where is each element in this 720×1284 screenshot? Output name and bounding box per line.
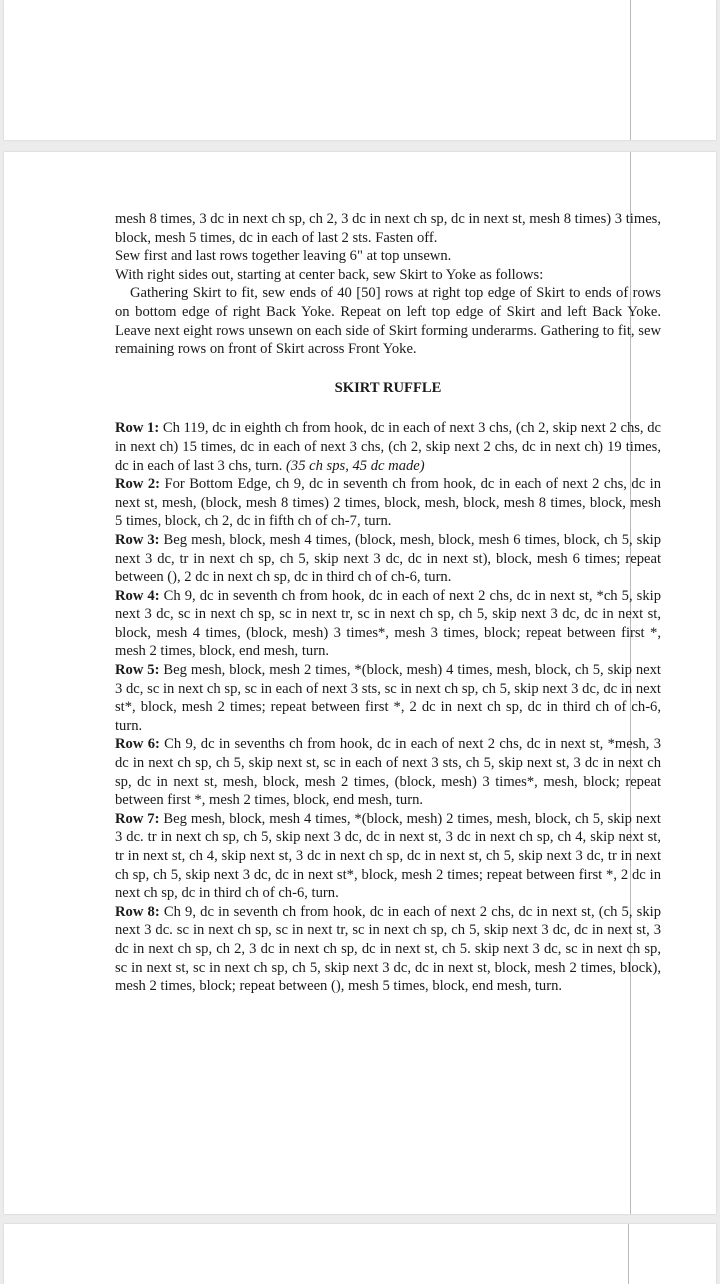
row-text: Ch 9, dc in sevenths ch from hook, dc in each of next 2 chs, dc in next st, *mesh, 3 dc in next ch sp, ch 5, skip next st, sc in each of next 3 sts, ch 5, skip next st, 3 dc in next ch sp, dc in next st, mesh, block, mesh 2 times, (block, mesh) 3 times*, mesh, block; repeat between first *, mesh 2 times, block, end mesh, turn. — [115, 736, 661, 809]
row-6 — [115, 735, 661, 809]
row-label: Row 3: — [115, 531, 160, 548]
row-label: Row 6: — [115, 736, 160, 753]
row-label: Row 8: — [115, 903, 160, 920]
row-label: Row 1: — [115, 420, 160, 437]
row-label: Row 2: — [115, 476, 160, 493]
row-7 — [115, 810, 661, 903]
intro-line: Sew first and last rows together leaving 6" at top unsewn. — [115, 248, 452, 265]
row-text: Ch 9, dc in seventh ch from hook, dc in each of next 2 chs, dc in next st, (ch 5, skip next 3 dc. sc in next ch sp, sc in next tr, sc in next ch sp, ch 5, skip next 3 dc, dc in next st, 3 dc in next ch sp, ch 2, 3 dc in next ch sp, dc in next st, ch 5. skip next 3 dc, sc in next ch sp, sc in next st, sc in next ch sp, ch 5, skip next 3 dc, dc in next st, block, mesh 2 times, block), mesh 2 times, block; repeat between (), mesh 5 times, block, end mesh, turn. — [115, 903, 661, 995]
section-heading: SKIRT RUFFLE — [334, 379, 442, 396]
row-text: Beg mesh, block, mesh 4 times, *(block, mesh) 2 times, mesh, block, ch 5, skip next 3 dc. tr in next ch sp, ch 5, skip next 3 dc, dc in next st, 3 dc in next ch sp, ch 4, skip next st, tr in next st, ch 4, skip next st, 3 dc in next ch sp, dc in next st, ch 5, skip next 3 dc, tr in next ch sp, ch 5, skip next 3 dc, dc in next st*, block, mesh 2 times; repeat between first *, 2 dc in next ch sp, dc in third ch of ch-6, turn. — [115, 810, 661, 902]
page-crease-line — [630, 0, 631, 140]
page-content — [115, 210, 661, 996]
intro-line: mesh 8 times, 3 dc in next ch sp, ch 2, 3 dc in next ch sp, dc in next st, mesh 8 times) 3 times, block, mesh 5 times, dc in each of last 2 sts. Fasten off. — [115, 211, 661, 246]
row-1 — [115, 419, 661, 475]
page-crease-line — [628, 1224, 629, 1284]
row-3 — [115, 531, 661, 587]
row-label: Row 4: — [115, 587, 160, 604]
row-8 — [115, 903, 661, 996]
row-label: Row 5: — [115, 662, 160, 679]
row-4 — [115, 587, 661, 661]
gathering-paragraph: Gathering Skirt to fit, sew ends of 40 [50] rows at right top edge of Skirt to ends of rows on bottom edge of right Back Yoke. Repeat on left top edge of Skirt and left Back Yoke. Leave next eight rows unsewn on each side of Skirt forming underarms. Gathering to fit, sew remaining rows on front of Skirt across Front Yoke. — [115, 285, 661, 358]
row-label: Row 7: — [115, 810, 160, 827]
previous-page — [4, 0, 716, 140]
row-text: For Bottom Edge, ch 9, dc in seventh ch from hook, dc in each of next 2 chs, dc in next st, mesh, (block, mesh 8 times) 2 times, block, mesh, block, mesh 8 times, block, mesh 5 times, block, ch 2, dc in fifth ch of ch-7, turn. — [115, 476, 661, 530]
row-text: Beg mesh, block, mesh 4 times, (block, mesh, block, mesh 6 times, block, ch 5, skip next 3 dc, tr in next ch sp, ch 5, skip next 3 dc, dc in next st), block, mesh 6 times; repeat between (), 2 dc in next ch sp, dc in third ch of ch-6, turn. — [115, 531, 661, 586]
row-5 — [115, 661, 661, 735]
row-2 — [115, 475, 661, 531]
row-text: Beg mesh, block, mesh 2 times, *(block, mesh) 4 times, mesh, block, ch 5, skip next 3 dc, sc in next ch sp, sc in each of next 3 sts, sc in next ch sp, ch 5, skip next 3 dc, dc in next st*, block, mesh 2 times; repeat between first *, 2 dc in next ch sp, dc in third ch of ch-6, turn. — [115, 662, 661, 734]
next-page — [4, 1224, 716, 1284]
row-text: Ch 119, dc in eighth ch from hook, dc in each of next 3 chs, (ch 2, skip next 2 chs, dc in next ch) 15 times, dc in each of next 3 chs, (ch 2, skip next 2 chs, dc in next ch) 19 times, dc in each of last 3 chs, turn. — [115, 420, 661, 474]
stitch-count-note: (35 ch sps, 45 dc made) — [286, 457, 425, 474]
intro-line: With right sides out, starting at center back, sew Skirt to Yoke as follows: — [115, 266, 544, 283]
document-page — [4, 152, 716, 1214]
row-text: Ch 9, dc in seventh ch from hook, dc in each of next 2 chs, dc in next st, *ch 5, skip next 3 dc, sc in next ch sp, sc in next tr, sc in next ch sp, ch 5, skip next 3 dc, dc in next st, block, mesh 4 times, (block, mesh) 3 times*, mesh 3 times, block; repeat between first *, mesh 2 times, block, end mesh, turn. — [115, 587, 661, 660]
